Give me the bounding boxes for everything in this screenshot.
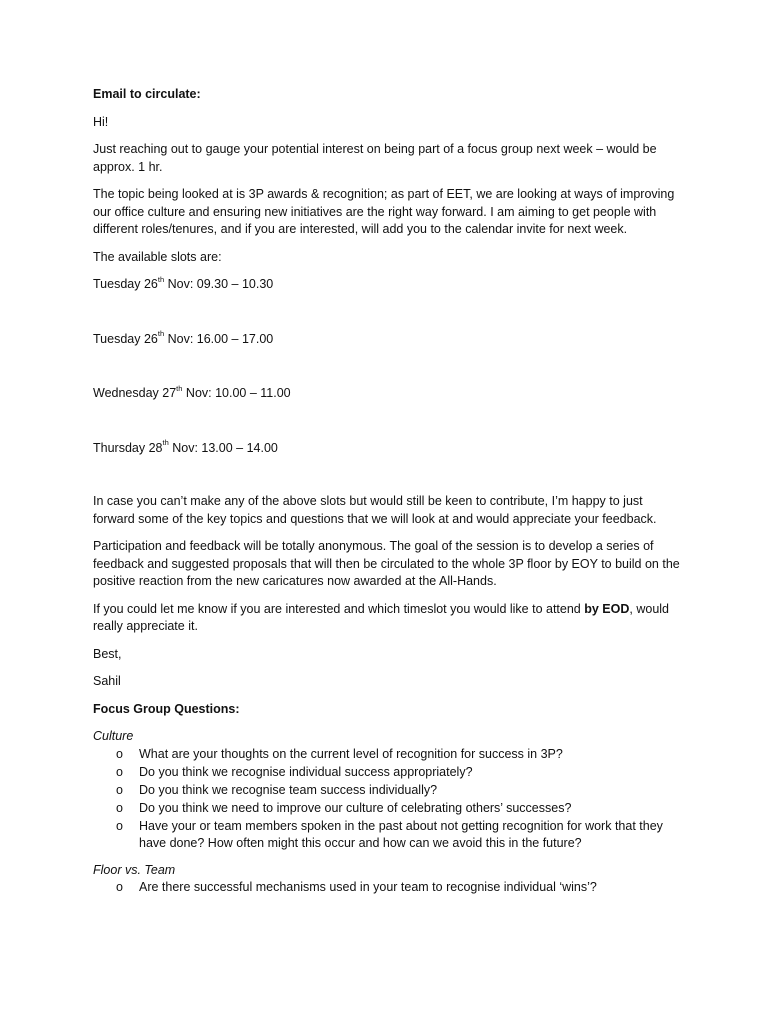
list-item bbox=[93, 879, 683, 897]
slot-time: Nov: 09.30 – 10.30 bbox=[164, 277, 274, 291]
slot-item bbox=[93, 440, 683, 458]
request-text-end: , would really appreciate it. bbox=[93, 601, 670, 633]
list-item bbox=[93, 800, 683, 818]
bullet-icon: o bbox=[116, 800, 123, 815]
slot-ordinal: th bbox=[162, 438, 169, 448]
floor-question-list bbox=[93, 879, 683, 897]
slot-day: Tuesday 26 bbox=[93, 331, 158, 346]
email-signoff: Best, bbox=[93, 646, 122, 661]
email-paragraph-topic: The topic being looked at is 3P awards & recognition; as part of EET, we are looking at ways of improving our office culture and ensuring new initiatives are the right way forward. I am aiming to get people with different roles/tenures, and if you are interested, will add you to the calendar invite for next week. bbox=[93, 187, 675, 236]
section-title-floor-vs-team: Floor vs. Team bbox=[93, 862, 176, 877]
culture-question-list bbox=[93, 746, 683, 853]
slot-day: Tuesday 26 bbox=[93, 277, 158, 291]
slot-ordinal: th bbox=[176, 383, 183, 393]
email-greeting: Hi! bbox=[93, 114, 109, 129]
list-item bbox=[93, 782, 683, 800]
slot-time: Nov: 16.00 – 17.00 bbox=[164, 331, 274, 346]
slot-day: Wednesday 27 bbox=[93, 386, 177, 400]
list-item bbox=[93, 746, 683, 764]
slot-time: Nov: 13.00 – 14.00 bbox=[168, 440, 278, 455]
email-paragraph-intro: Just reaching out to gauge your potential interest on being part of a focus group next week – would be approx. 1 hr. bbox=[93, 142, 657, 174]
slot-item bbox=[93, 276, 683, 294]
bullet-icon: o bbox=[116, 818, 123, 833]
questions-heading: Focus Group Questions: bbox=[93, 701, 240, 716]
slot-item bbox=[93, 385, 683, 403]
email-heading: Email to circulate: bbox=[93, 87, 201, 101]
slot-ordinal: th bbox=[157, 274, 165, 284]
request-text: If you could let me know if you are interested and which timeslot you would like to attend bbox=[93, 601, 585, 616]
question-text: Do you think we recognise team success individually? bbox=[139, 782, 438, 797]
email-paragraph-alternative: In case you can’t make any of the above slots but would still be keen to contribute, I’m happy to just forward some of the key topics and questions that we will look at and would appreciate your feedback. bbox=[93, 494, 657, 526]
bullet-icon: o bbox=[116, 880, 123, 894]
slot-day: Thursday 28 bbox=[93, 440, 163, 455]
question-text: Are there successful mechanisms used in your team to recognise individual ‘wins’? bbox=[139, 880, 597, 894]
bullet-icon: o bbox=[116, 782, 123, 797]
bullet-icon: o bbox=[116, 764, 123, 779]
question-text: Do you think we need to improve our culture of celebrating others’ successes? bbox=[139, 800, 572, 815]
email-paragraph-request bbox=[93, 601, 683, 636]
slot-time: Nov: 10.00 – 11.00 bbox=[182, 386, 291, 400]
list-item bbox=[93, 764, 683, 782]
slot-item bbox=[93, 331, 683, 349]
question-text: Have your or team members spoken in the past about not getting recognition for work that they have done? How often might this occur and how can we avoid this in the future? bbox=[139, 818, 663, 850]
request-deadline: by EOD bbox=[584, 601, 630, 616]
question-text: Do you think we recognise individual success appropriately? bbox=[139, 764, 473, 779]
email-paragraph-anonymity: Participation and feedback will be totally anonymous. The goal of the session is to develop a series of feedback and suggested proposals that will then be circulated to the whole 3P floor by EOY to build on the positive reaction from the new caricatures now awarded at the All-Hands. bbox=[93, 539, 680, 588]
list-item bbox=[93, 818, 683, 853]
section-title-culture: Culture bbox=[93, 729, 134, 743]
slots-intro: The available slots are: bbox=[93, 249, 222, 264]
document-page bbox=[93, 86, 683, 897]
bullet-icon: o bbox=[116, 746, 123, 761]
slot-ordinal: th bbox=[157, 329, 165, 339]
question-text: What are your thoughts on the current level of recognition for success in 3P? bbox=[139, 746, 563, 761]
email-signature: Sahil bbox=[93, 674, 121, 688]
